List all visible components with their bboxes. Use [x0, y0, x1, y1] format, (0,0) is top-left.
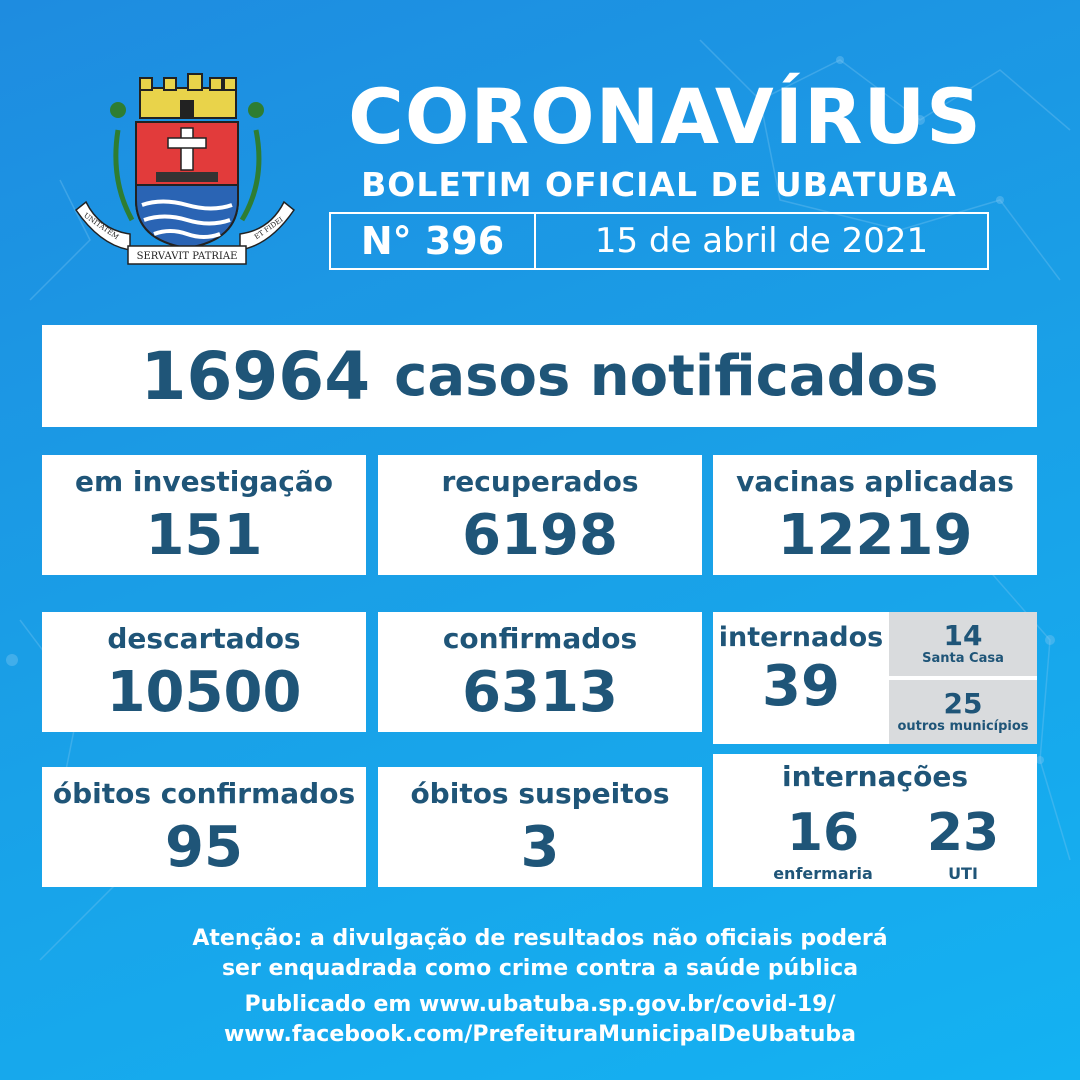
page-title: CORONAVÍRUS [348, 72, 982, 161]
svg-text:ET FIDEI: ET FIDEI [252, 215, 285, 242]
total-cases-value: 16964 [140, 337, 371, 415]
card-value: 6198 [462, 503, 618, 568]
card-value: 12219 [777, 503, 973, 568]
card-confirmados [378, 612, 702, 732]
card-internacoes [713, 754, 1037, 887]
published-link-facebook[interactable]: www.facebook.com/PrefeituraMunicipalDeUbatuba [223, 1022, 857, 1047]
card-label: descartados [107, 622, 301, 655]
card-value: 95 [165, 815, 243, 880]
card-label: óbitos suspeitos [410, 777, 670, 810]
uti-value: 23 [926, 803, 1000, 863]
internados-santa-casa [889, 612, 1037, 676]
bulletin-info-box [329, 212, 989, 270]
bulletin-date: 15 de abril de 2021 [594, 221, 929, 261]
card-obitos-suspeitos [378, 767, 702, 887]
bulletin-number: N° 396 [331, 214, 536, 268]
card-label: vacinas aplicadas [736, 465, 1014, 498]
card-vacinas-aplicadas [713, 455, 1037, 575]
card-value: 10500 [106, 660, 302, 725]
outros-label: outros municípios [897, 719, 1029, 734]
card-label: óbitos confirmados [52, 777, 356, 810]
internados-main [713, 612, 889, 744]
card-value: 151 [145, 503, 263, 568]
santa-casa-value: 14 [943, 619, 983, 652]
card-label: recuperados [441, 465, 639, 498]
card-label: em investigação [74, 465, 333, 498]
card-obitos-confirmados [42, 767, 366, 887]
card-label: internações [781, 760, 969, 793]
enfermaria-value: 16 [786, 803, 860, 863]
svg-text:SERVAVIT PATRIAE: SERVAVIT PATRIAE [136, 251, 238, 262]
card-value: 3 [520, 815, 560, 880]
internados-outros-municipios [889, 680, 1037, 744]
published-link-website[interactable]: Publicado em www.ubatuba.sp.gov.br/covid-19/ [244, 992, 836, 1017]
uti-label: UTI [948, 864, 978, 883]
enfermaria-label: enfermaria [773, 864, 873, 883]
published-text [0, 990, 1080, 1050]
card-descartados [42, 612, 366, 732]
santa-casa-label: Santa Casa [922, 651, 1004, 666]
warning-line-2: ser enquadrada como crime contra a saúde pública [221, 956, 859, 981]
card-value: 6313 [462, 660, 618, 725]
total-cases-panel [42, 325, 1037, 427]
ubatuba-coat-of-arms-logo [70, 70, 300, 270]
card-label: confirmados [442, 622, 638, 655]
warning-text [0, 924, 1080, 984]
warning-line-1: Atenção: a divulgação de resultados não oficiais poderá [192, 926, 888, 951]
outros-value: 25 [943, 687, 983, 720]
card-value: 39 [762, 654, 840, 719]
card-em-investigacao [42, 455, 366, 575]
page-subtitle: BOLETIM OFICIAL DE UBATUBA [361, 165, 957, 204]
svg-text:UNITATEM: UNITATEM [82, 211, 121, 242]
card-recuperados [378, 455, 702, 575]
card-label: internados [718, 622, 884, 653]
total-cases-label: casos notificados [394, 343, 939, 409]
